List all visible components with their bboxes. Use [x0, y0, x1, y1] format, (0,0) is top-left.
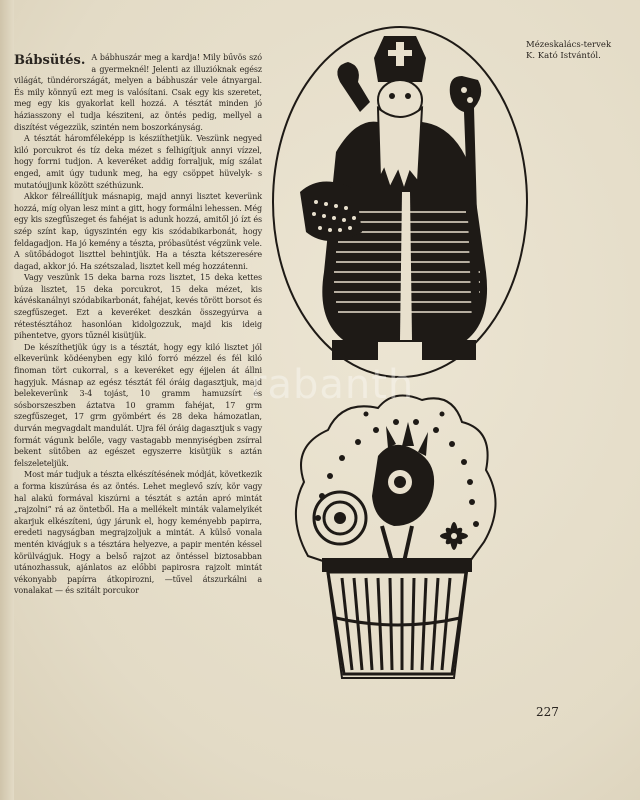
caption-line-2: K. Kató Istvántól. — [526, 51, 601, 61]
basket-gingerbread-illustration — [282, 386, 508, 686]
article-column — [14, 52, 262, 597]
page-gutter — [0, 0, 14, 800]
article-title: Bábsütés. — [14, 53, 86, 68]
watermark: rabanth — [250, 362, 415, 408]
illustration-caption — [526, 40, 636, 62]
paragraph-3: Akkor félreállítjuk másnapig, majd annyi lisztet keverünk hozzá, míg olyan lesz mint a gitt, hogy formálni lehessen. Még egy kis szegfűszeget és fahéjat is adunk hozzá, amitől jó ízt és szép színt kap, úgyszintén egy kis szódabikarbonát, hogy feldagadjon. Ha jó kemény a tészta, próbasütést végzünk vele. A sütőbádogot liszttel behintjük. Ha a tészta kétszeresére dagad, akkor jó. Ha szétszalad, lisztet kell még hozzátenni. — [14, 192, 262, 271]
paragraph-4: Vagy veszünk 15 deka barna rozs lisztet, 15 deka kettes búza lisztet, 15 deka porcukrot, 15 deka mézet, kis kávéskanálnyi szódabikarbonát, fahéjat, kevés törött borsot és szegfűszeget. Ezt a keveréket deszkán összegyúrva a rétestésztához hasonlóan kidolgozzuk, majd kis ideig pihentetve, gyors tűznél kisütjük. — [14, 273, 262, 341]
paragraph-2: A tésztát háromféleképp is késziíthetjük. Veszünk negyed kiló porcukrot és tíz deka mézet s felhigítjuk annyi vízzel, hogy forrni tudjon. A keveréket addig forraljuk, míg szálat enged, amit úgy tudunk meg, ha egy csöppet hüvelyk- s mutatóujjunk között széthúzunk. — [14, 134, 262, 190]
caption-line-1: Mézeskalács-tervek — [526, 40, 612, 50]
paragraph-1: A bábhuszár meg a kardja! Mily bűvös szó a gyermeknél! Jelenti az illuzióknak egész világát, tündérországát, melyen a bábhuszár vele átnyargal. És mily könnyű ezt meg is valósítani. Csak egy kis szeretet, meg egy kis gyakorlat kell hozzá. A tésztát minden jó háziasszony el tudja késziteni, az öntés pedig, mellyel a diszítést végezzük, szintén nem boszorkányság. — [14, 53, 262, 132]
paragraph-6: Most már tudjuk a tészta elkészítésének módját, következik a forma kiszúrása és az öntés. Lehet meglevő szív, kör vagy hal alakú formával kiszúrni a tésztát s aztán apró mintát „rajzolni” rá az öntetből. Ha a mellékelt minták valamelyikét akarjuk elkészíteni, úgy járunk el, hogy keményebb papirra, eredeti nagyságban megrajzoljuk a mintát. A külső vonala mentén kivágjuk s a tésztára helyezve, a papir mentén késsel körülvágjuk. Hogy a belső rajzot az öntéssel biztosabban utánozhassuk, ajánlatos az előbbi papirosra rajzolt mintát vékonyabb papírra átkopirozni, —tűvel átszurkálni a vonalakat — és szitált porcukor — [14, 470, 262, 596]
nicholas-gingerbread-illustration — [266, 22, 530, 382]
paragraph-5: De készíthetjük úgy is a tésztát, hogy egy kiló lisztet jól elkeverünk ködéenyben egy kiló forró mézzel és fél kiló finoman tört cukorral, s a keveréket egy éjjelen át állni hagyjuk. Másnap az egész tésztát fél óráig dagasztjuk, majd belekeverünk 3-4 tojást, 10 gramm hamuzsírt és sósborszeszben áztatva 10 gramm fahéjat, 17 grm szegfűszeget, 17 grm gyömbért és 28 deka hámozatlan, durván megvagdalt mandulát. Ujra fél óráig dagasztjuk s vagy formát vágunk belőle, vagy vastagabb mennyiségben zsírral bekent sütőben az egészet egyszerre kisütjük s aztán felszeleteljük. — [14, 342, 262, 468]
page-number: 227 — [536, 705, 559, 719]
